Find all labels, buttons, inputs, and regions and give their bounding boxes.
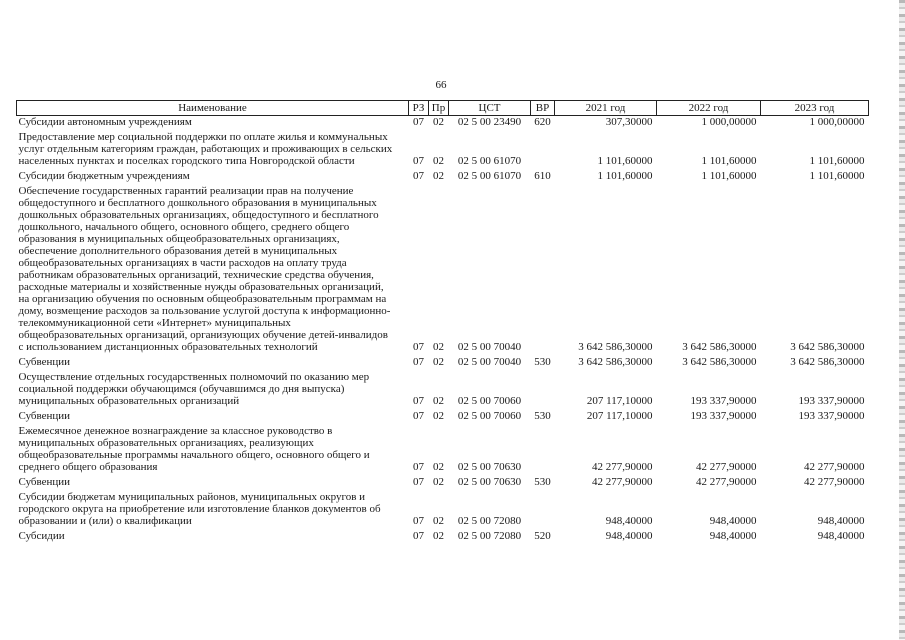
cell-vr: 620 bbox=[534, 116, 551, 128]
table-row bbox=[17, 527, 869, 542]
cell-rz: 07 bbox=[413, 461, 424, 473]
cell-cst: 02 5 00 70040 bbox=[457, 341, 522, 353]
cell-2023: 42 277,90000 bbox=[804, 476, 865, 488]
cell-rz: 07 bbox=[413, 515, 424, 527]
cell-2021: 948,40000 bbox=[605, 515, 653, 527]
header-rz: РЗ bbox=[409, 101, 429, 116]
cell-vr bbox=[531, 128, 555, 167]
cell-2023: 948,40000 bbox=[817, 530, 865, 542]
cell-pr: 02 bbox=[433, 170, 444, 182]
table-row bbox=[17, 128, 869, 167]
cell-2022: 3 642 586,30000 bbox=[682, 356, 757, 368]
cell-pr: 02 bbox=[433, 155, 444, 167]
cell-2022: 1 000,00000 bbox=[701, 116, 757, 128]
cell-name: Субсидии автономным учреждениям bbox=[18, 116, 192, 128]
cell-2022: 193 337,90000 bbox=[690, 410, 757, 422]
cell-2021: 42 277,90000 bbox=[592, 476, 653, 488]
cell-2022: 42 277,90000 bbox=[696, 461, 757, 473]
cell-rz: 07 bbox=[413, 356, 424, 368]
cell-2021: 3 642 586,30000 bbox=[578, 341, 653, 353]
header-pr: Пр bbox=[429, 101, 449, 116]
table-header-row bbox=[17, 101, 869, 116]
cell-2023: 193 337,90000 bbox=[798, 410, 865, 422]
cell-rz: 07 bbox=[413, 170, 424, 182]
cell-pr: 02 bbox=[433, 341, 444, 353]
cell-rz: 07 bbox=[413, 395, 424, 407]
header-vr: ВР bbox=[531, 101, 555, 116]
cell-cst: 02 5 00 72080 bbox=[457, 515, 522, 527]
cell-rz: 07 bbox=[413, 155, 424, 167]
cell-2021: 1 101,60000 bbox=[597, 170, 653, 182]
table-row bbox=[17, 116, 869, 129]
table-row bbox=[17, 353, 869, 368]
cell-vr bbox=[531, 422, 555, 473]
cell-cst: 02 5 00 70060 bbox=[457, 410, 522, 422]
cell-rz: 07 bbox=[413, 476, 424, 488]
table-row bbox=[17, 368, 869, 407]
table-row bbox=[17, 407, 869, 422]
cell-vr: 530 bbox=[534, 356, 551, 368]
cell-name: Субвенции bbox=[18, 356, 71, 368]
cell-rz: 07 bbox=[413, 116, 424, 128]
cell-2022: 193 337,90000 bbox=[690, 395, 757, 407]
cell-vr: 530 bbox=[534, 476, 551, 488]
cell-2023: 3 642 586,30000 bbox=[790, 341, 865, 353]
cell-cst: 02 5 00 23490 bbox=[457, 116, 522, 128]
table-row bbox=[17, 422, 869, 473]
table-body bbox=[17, 116, 869, 543]
cell-2022: 1 101,60000 bbox=[701, 155, 757, 167]
header-2022: 2022 год bbox=[657, 101, 761, 116]
cell-2021: 207 117,10000 bbox=[586, 395, 653, 407]
cell-2022: 948,40000 bbox=[709, 530, 757, 542]
cell-pr: 02 bbox=[433, 410, 444, 422]
cell-pr: 02 bbox=[433, 461, 444, 473]
cell-name: Субвенции bbox=[18, 476, 71, 488]
cell-pr: 02 bbox=[433, 116, 444, 128]
header-name: Наименование bbox=[17, 101, 409, 116]
cell-2022: 42 277,90000 bbox=[696, 476, 757, 488]
table-row bbox=[17, 473, 869, 488]
cell-cst: 02 5 00 70040 bbox=[457, 356, 522, 368]
cell-2021: 307,30000 bbox=[605, 116, 653, 128]
cell-cst: 02 5 00 72080 bbox=[457, 530, 522, 542]
cell-name: Осуществление отдельных государственных полномочий по оказанию мер социальной поддержки обучающимся (обучавшимся до дня выпуска) муниципальных образовательных организаций bbox=[18, 371, 370, 407]
cell-vr: 520 bbox=[534, 530, 551, 542]
cell-2021: 948,40000 bbox=[605, 530, 653, 542]
cell-vr bbox=[531, 368, 555, 407]
cell-rz: 07 bbox=[413, 410, 424, 422]
cell-name: Субвенции bbox=[18, 410, 71, 422]
cell-name: Предоставление мер социальной поддержки по оплате жилья и коммунальных услуг отдельным категориям граждан, работающих и проживающих в сельских населенных пунктах и поселках городского типа Новгородской области bbox=[18, 131, 393, 167]
table-row bbox=[17, 488, 869, 527]
cell-pr: 02 bbox=[433, 530, 444, 542]
cell-pr: 02 bbox=[433, 515, 444, 527]
budget-table bbox=[16, 100, 869, 542]
scan-edge bbox=[899, 0, 905, 640]
header-2021: 2021 год bbox=[555, 101, 657, 116]
table-row bbox=[17, 182, 869, 353]
cell-2023: 1 101,60000 bbox=[809, 155, 865, 167]
cell-2023: 1 000,00000 bbox=[809, 116, 865, 128]
cell-name: Обеспечение государственных гарантий реализации прав на получение общедоступного и бесплатного дошкольного образования в муниципальных дошкольных образовательных организациях, общедоступного и бесплатного дошкольного, начального общего, основного общего, среднего общего образования в муниципальных общеобразовательных организациях, обеспечение дополнительного образования детей в муниципальных общеобразовательных организациях в части расходов на оплату труда работникам образовательных организаций, технические средства обучения, расходные материалы и хозяйственные нужды образовательных организаций, на организацию обучения по основным общеобразовательным программам на дому, возмещение расходов за пользование услугой доступа к информационно-телекоммуникационной сети «Интернет» муниципальных общеобразовательных организаций, организующих обучение детей-инвалидов с использованием дистанционных образовательных технологий bbox=[18, 185, 391, 353]
cell-cst: 02 5 00 61070 bbox=[457, 155, 522, 167]
cell-name: Ежемесячное денежное вознаграждение за классное руководство в муниципальных образовательных организациях, реализующих общеобразовательные программы начального общего, основного общего и среднего общего образования bbox=[18, 425, 370, 473]
cell-2023: 948,40000 bbox=[817, 515, 865, 527]
cell-pr: 02 bbox=[433, 356, 444, 368]
cell-2022: 1 101,60000 bbox=[701, 170, 757, 182]
cell-vr bbox=[531, 488, 555, 527]
table-row bbox=[17, 167, 869, 182]
page-number: 66 bbox=[435, 79, 447, 91]
cell-cst: 02 5 00 61070 bbox=[457, 170, 522, 182]
header-cst: ЦСТ bbox=[449, 101, 531, 116]
cell-2021: 1 101,60000 bbox=[597, 155, 653, 167]
cell-2023: 42 277,90000 bbox=[804, 461, 865, 473]
cell-2021: 3 642 586,30000 bbox=[578, 356, 653, 368]
cell-2023: 3 642 586,30000 bbox=[790, 356, 865, 368]
cell-name: Субсидии bbox=[18, 530, 65, 542]
cell-2023: 193 337,90000 bbox=[798, 395, 865, 407]
cell-name: Субсидии бюджетным учреждениям bbox=[18, 170, 190, 182]
cell-cst: 02 5 00 70630 bbox=[457, 461, 522, 473]
cell-pr: 02 bbox=[433, 476, 444, 488]
cell-cst: 02 5 00 70630 bbox=[457, 476, 522, 488]
cell-name: Субсидии бюджетам муниципальных районов, муниципальных округов и городского округа на приобретение или изготовление бланков документов об образовании и (или) о квалификации bbox=[18, 491, 381, 527]
cell-pr: 02 bbox=[433, 395, 444, 407]
cell-2021: 207 117,10000 bbox=[586, 410, 653, 422]
cell-2021: 42 277,90000 bbox=[592, 461, 653, 473]
cell-vr: 530 bbox=[534, 410, 551, 422]
cell-2023: 1 101,60000 bbox=[809, 170, 865, 182]
cell-vr: 610 bbox=[534, 170, 551, 182]
header-2023: 2023 год bbox=[761, 101, 869, 116]
cell-rz: 07 bbox=[413, 341, 424, 353]
cell-2022: 3 642 586,30000 bbox=[682, 341, 757, 353]
cell-cst: 02 5 00 70060 bbox=[457, 395, 522, 407]
cell-vr bbox=[531, 182, 555, 353]
cell-2022: 948,40000 bbox=[709, 515, 757, 527]
cell-rz: 07 bbox=[413, 530, 424, 542]
